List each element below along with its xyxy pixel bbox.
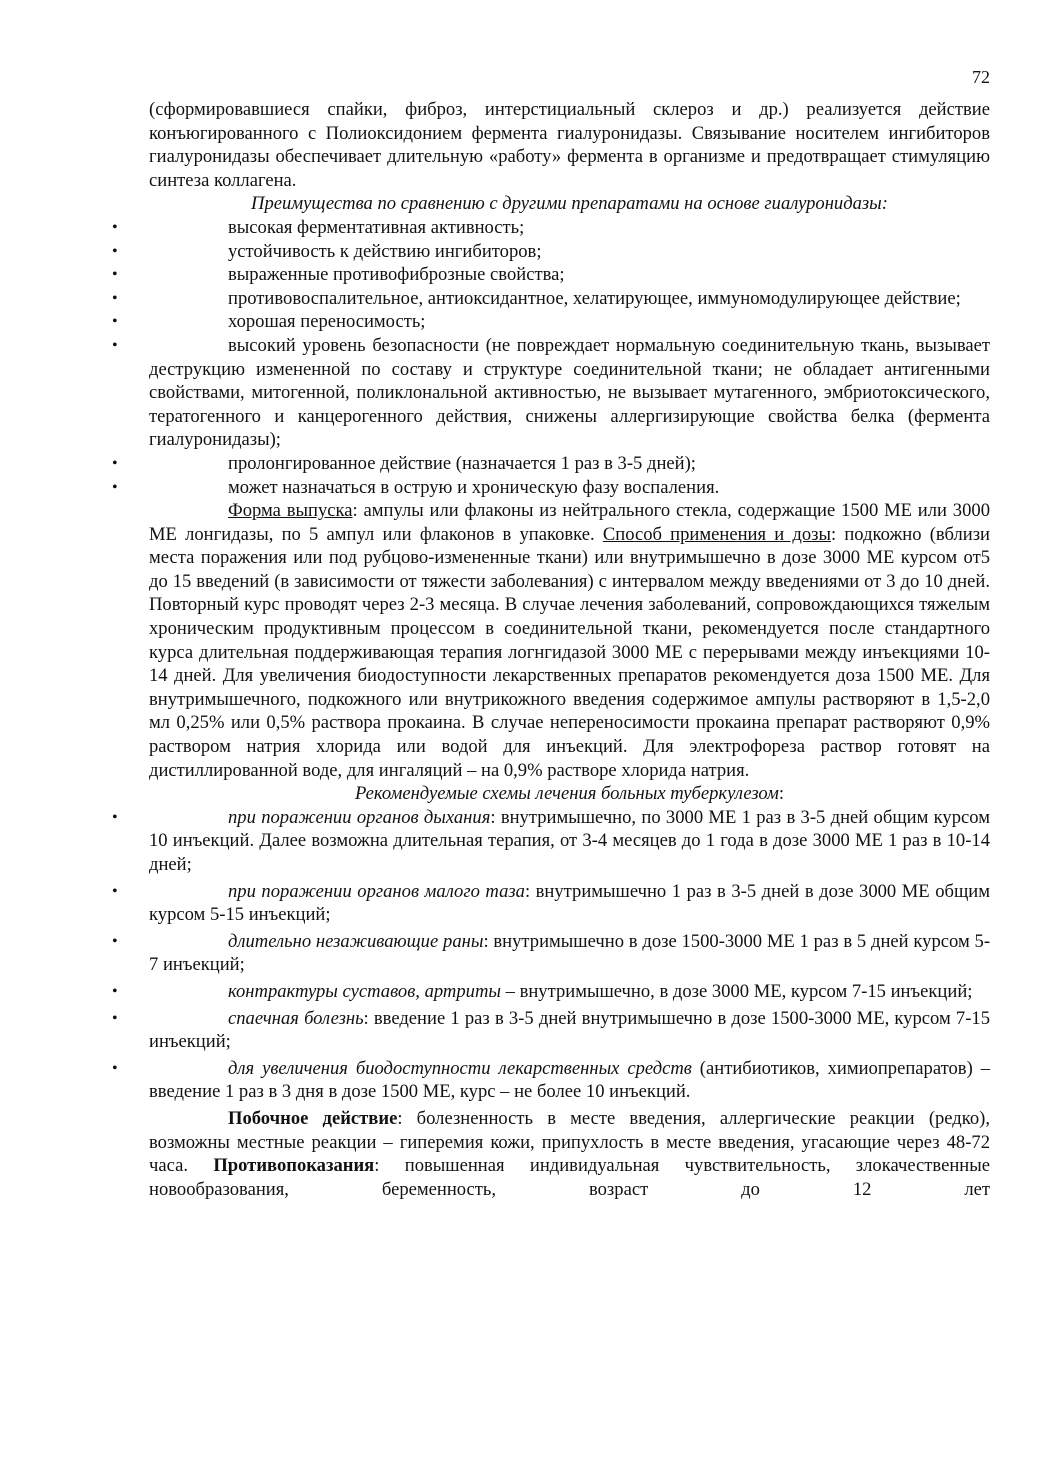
list-item-text: устойчивость к действию ингибиторов; bbox=[228, 240, 542, 262]
scheme-term: спаечная болезнь bbox=[228, 1007, 364, 1029]
list-item bbox=[112, 930, 991, 977]
list-item-text bbox=[149, 880, 990, 927]
bullet-icon: • bbox=[112, 218, 118, 236]
list-item bbox=[112, 880, 990, 927]
intro-paragraph: (сформировавшиеся спайки, фиброз, интерстициальный склероз и др.) реализуется действие конъюгированного с Полиоксидонием фермента гиалуронидазы. Связывание носителем ингибиторов гиалуронидазы обеспечивает длительную «работу» фермента в организме и предотвращает стимуляцию синтеза коллагена. bbox=[149, 99, 990, 191]
list-item bbox=[112, 334, 990, 452]
list-item bbox=[112, 216, 990, 240]
bullet-icon: • bbox=[112, 1009, 118, 1027]
schemes-heading-line bbox=[149, 782, 990, 806]
scheme-text: : введение 1 раз в 3-5 дней внутримышечно в дозе 1500-3000 МЕ, курсом 7-15 инъекций; bbox=[149, 1007, 990, 1053]
list-item-text bbox=[149, 806, 990, 877]
scheme-text: – внутримышечно, в дозе 3000 МЕ, курсом 7-15 инъекций; bbox=[500, 980, 973, 1002]
list-item-text bbox=[149, 930, 990, 977]
scheme-text: : внутримышечно, по 3000 МЕ 1 раз в 3-5 дней общим курсом 10 инъекций. Далее возможна длительная терапия, от 3-4 месяцев до 1 года в дозе 3000 МЕ 1 раз в 10-14 дней; bbox=[149, 806, 990, 875]
scheme-term: при поражении органов дыхания bbox=[228, 806, 491, 828]
bullet-icon: • bbox=[112, 266, 118, 284]
bullet-icon: • bbox=[112, 932, 118, 950]
dosage-label: Способ применения и дозы bbox=[602, 523, 831, 545]
schemes-heading-colon: : bbox=[778, 783, 785, 805]
list-item-text bbox=[149, 1007, 990, 1054]
schemes-heading: Рекомендуемые схемы лечения больных туберкулезом bbox=[354, 783, 779, 805]
advantages-list bbox=[112, 216, 990, 499]
page-number: 72 bbox=[972, 67, 990, 87]
list-item-text bbox=[149, 980, 990, 1004]
dosage-text: : подкожно (вблизи места поражения или под рубцово-измененные ткани) или внутримышечно в дозе 3000 МЕ курсом от5 до 15 введений (в зависимости от тяжести заболевания) с интервалом между введениями от 3 до 10 дней. Повторный курс проводят через 2-3 месяца. В случае лечения заболеваний, сопровождающихся тяжелым хроническим продуктивным процессом в соединительной ткани, рекомендуется после стандартного курса длительная поддерживающая терапия логнгидазой 3000 МЕ с перерывами между инъекциями 10-14 дней. Для увеличения биодоступности лекарственных препаратов рекомендуется доза 1500 МЕ. Для внутримышечного, подкожного или внутрикожного введения содержимое ампулы растворяют в 1,5-2,0 мл 0,25% или 0,5% раствора прокаина. В случае непереносимости прокаина препарат растворяют 0,9% раствором натрия хлорида или водой для инъекций. Для электрофореза раствор готовят на дистиллированной воде, для ингаляций – на 0,9% растворе хлорида натрия. bbox=[149, 523, 990, 781]
list-item bbox=[112, 263, 990, 287]
list-item-text: высокая ферментативная активность; bbox=[228, 216, 525, 238]
scheme-text: : внутримышечно в дозе 1500-3000 МЕ 1 раз в 5 дней курсом 5-7 инъекций; bbox=[149, 930, 991, 976]
list-item-text: может назначаться в острую и хроническую фазу воспаления. bbox=[228, 476, 720, 498]
scheme-text: : внутримышечно 1 раз в 3-5 дней в дозе 3000 МЕ общим курсом 5-15 инъекций; bbox=[149, 880, 990, 926]
list-item bbox=[112, 310, 990, 334]
scheme-term: длительно незаживающие раны bbox=[228, 930, 484, 952]
release-text: : ампулы или флаконы из нейтрального стекла, содержащие 1500 МЕ или 3000 МЕ лонгидазы, по 5 ампул или флаконов в упаковке. bbox=[149, 500, 990, 545]
bullet-icon: • bbox=[112, 982, 118, 1000]
contraindications-label: Противопоказания bbox=[213, 1155, 375, 1177]
page-content bbox=[112, 98, 991, 1201]
side-effects-label: Побочное действие bbox=[228, 1107, 398, 1129]
list-item bbox=[112, 980, 990, 1004]
list-item-text: выраженные противофиброзные свойства; bbox=[228, 264, 565, 286]
schemes-list bbox=[112, 806, 991, 1104]
side-effects-paragraph bbox=[149, 1107, 990, 1201]
bullet-icon: • bbox=[112, 808, 118, 826]
list-item bbox=[112, 806, 990, 877]
scheme-term: контрактуры суставов, артриты bbox=[228, 980, 501, 1002]
list-item bbox=[112, 240, 990, 264]
bullet-icon: • bbox=[112, 454, 118, 472]
bullet-icon: • bbox=[112, 313, 118, 331]
bullet-icon: • bbox=[112, 242, 118, 260]
list-item-text: хорошая переносимость; bbox=[228, 311, 426, 333]
list-item bbox=[112, 1057, 990, 1104]
list-item bbox=[112, 452, 990, 476]
advantages-heading: Преимущества по сравнению с другими препаратами на основе гиалуронидазы: bbox=[251, 193, 888, 215]
contraindications-text: : повышенная индивидуальная чувствительность, злокачественные новообразования, беременность, возраст до 12 лет bbox=[149, 1155, 990, 1200]
scheme-term: для увеличения биодоступности лекарственных средств bbox=[228, 1057, 692, 1079]
list-item-text: противовоспалительное, антиоксидантное, хелатирующее, иммуномодулирующее действие; bbox=[228, 287, 961, 309]
side-effects-text: : болезненность в месте введения, аллергические реакции (редко), возможны местные реакции – гиперемия кожи, припухлость в месте введения, угасающие через 48-72 часа. bbox=[149, 1107, 990, 1177]
list-item-text bbox=[149, 1057, 990, 1104]
scheme-text: (антибиотиков, химиопрепаратов) – введение 1 раз в 3 дня в дозе 1500 МЕ, курс – не более 10 инъекций. bbox=[149, 1057, 990, 1103]
list-item bbox=[112, 476, 990, 500]
bullet-icon: • bbox=[112, 336, 118, 354]
release-paragraph bbox=[149, 499, 990, 782]
bullet-icon: • bbox=[112, 289, 118, 307]
list-item-text: высокий уровень безопасности (не повреждает нормальную соединительную ткань, вызывает деструкцию измененной по составу и структуре соединительной ткани; не обладает антигенными свойствами, митогенной, поликлональной активностью, не вызывает мутагенного, эмбриотоксического, тератогенного и канцерогенного действия, снижены аллергизирующие свойства белка (фермента гиалуронидазы); bbox=[149, 334, 990, 451]
bullet-icon: • bbox=[112, 1059, 118, 1077]
list-item bbox=[112, 1007, 990, 1054]
scheme-term: при поражении органов малого таза bbox=[228, 880, 525, 902]
bullet-icon: • bbox=[112, 478, 118, 496]
bullet-icon: • bbox=[112, 882, 118, 900]
list-item-text: пролонгированное действие (назначается 1 раз в 3-5 дней); bbox=[228, 452, 696, 474]
release-label: Форма выпуска bbox=[228, 500, 353, 522]
list-item bbox=[112, 287, 990, 311]
